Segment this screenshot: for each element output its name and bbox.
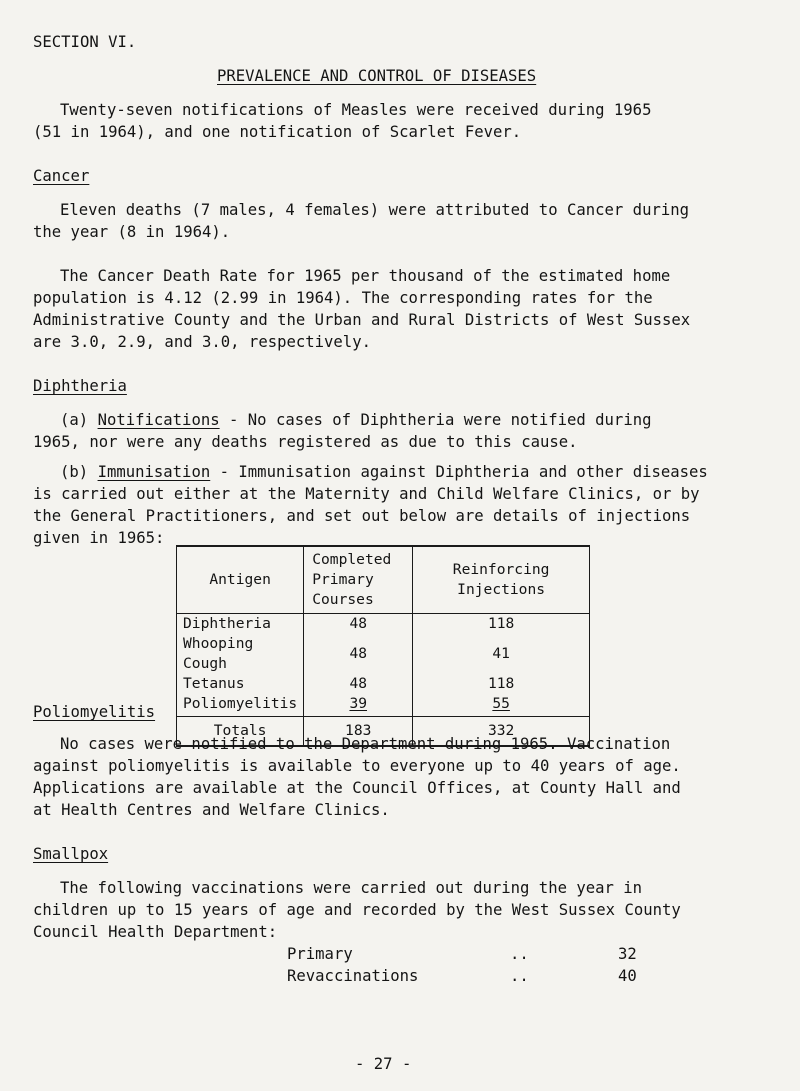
diphtheria-a-line-1 <box>60 409 651 431</box>
diphtheria-heading: Diphtheria <box>33 377 127 395</box>
smallpox-line-2: children up to 15 years of age and recorded by the West Sussex County <box>33 901 681 919</box>
table-row <box>177 634 590 674</box>
cancer-p2-line-2: population is 4.12 (2.99 in 1964). The corresponding rates for the <box>33 289 653 307</box>
poliomyelitis-line-3: Applications are available at the Council Offices, at County Hall and <box>33 779 681 797</box>
cell-completed <box>304 694 413 717</box>
cancer-p2-line-3: Administrative County and the Urban and Rural Districts of West Sussex <box>33 311 691 329</box>
cell-reinforcing: 118 <box>413 674 590 694</box>
cancer-heading: Cancer <box>33 167 90 185</box>
diphtheria-b-line-4: given in 1965: <box>33 529 165 547</box>
smallpox-heading: Smallpox <box>33 845 109 863</box>
diphtheria-a-line-2: 1965, nor were any deaths registered as due to this cause. <box>33 433 578 451</box>
smallpox-item-label: Revaccinations <box>287 967 419 985</box>
smallpox-item-dots: .. <box>510 945 529 963</box>
header-reinforcing <box>413 546 590 614</box>
cell-antigen: Poliomyelitis <box>177 694 304 717</box>
diphtheria-b-rest: - Immunisation against Diphtheria and other diseases <box>210 463 708 481</box>
poliomyelitis-line-4: at Health Centres and Welfare Clinics. <box>33 801 390 819</box>
cell-completed: 48 <box>304 634 413 674</box>
header-completed-line-1: Completed <box>312 551 392 568</box>
totals-reinforcing: 332 <box>413 717 590 747</box>
diphtheria-b-label: (b) <box>60 463 89 481</box>
header-reinforcing-line-1: Reinforcing <box>452 561 550 578</box>
intro-line-2: (51 in 1964), and one notification of Scarlet Fever. <box>33 123 522 141</box>
cell-antigen: Tetanus <box>177 674 304 694</box>
table-row <box>177 674 590 694</box>
page-number: - 27 - <box>355 1055 412 1073</box>
smallpox-item-value: 32 <box>618 945 637 963</box>
diphtheria-b-line-1 <box>60 461 708 483</box>
totals-completed: 183 <box>304 717 413 747</box>
cancer-p2-line-4: are 3.0, 2.9, and 3.0, respectively. <box>33 333 371 351</box>
diphtheria-b-line-2: is carried out either at the Maternity and Child Welfare Clinics, or by <box>33 485 700 503</box>
cancer-p1-line-2: the year (8 in 1964). <box>33 223 231 241</box>
cell-reinforcing: 118 <box>413 614 590 635</box>
poliomyelitis-line-1: No cases were notified to the Department during 1965. Vaccination <box>60 735 671 753</box>
cell-reinforcing: 41 <box>413 634 590 674</box>
cell-completed-value: 39 <box>349 695 368 712</box>
diphtheria-a-label: (a) <box>60 411 89 429</box>
smallpox-item-label: Primary <box>287 945 353 963</box>
diphtheria-a-term: Notifications <box>97 411 220 429</box>
cell-antigen: Whooping Cough <box>177 634 304 674</box>
cell-reinforcing-value: 55 <box>492 695 510 712</box>
smallpox-line-3: Council Health Department: <box>33 923 278 941</box>
smallpox-line-1: The following vaccinations were carried out during the year in <box>60 879 643 897</box>
totals-label: Totals <box>177 717 304 747</box>
header-antigen: Antigen <box>177 546 304 614</box>
header-reinforcing-line-2: Injections <box>457 581 546 598</box>
header-completed <box>304 546 413 614</box>
table-row <box>177 614 590 635</box>
immunisation-table <box>176 545 590 747</box>
cancer-p1-line-1: Eleven deaths (7 males, 4 females) were attributed to Cancer during <box>60 201 690 219</box>
cell-antigen: Diphtheria <box>177 614 304 635</box>
header-completed-line-3: Courses <box>312 591 374 608</box>
smallpox-item-dots: .. <box>510 967 529 985</box>
table-header-row <box>177 546 590 614</box>
diphtheria-a-rest: - No cases of Diphtheria were notified during <box>219 411 652 429</box>
diphtheria-b-term: Immunisation <box>97 463 211 481</box>
intro-line-1: Twenty-seven notifications of Measles were received during 1965 <box>60 101 652 119</box>
poliomyelitis-heading: Poliomyelitis <box>33 703 156 721</box>
cell-completed: 48 <box>304 674 413 694</box>
smallpox-item-value: 40 <box>618 967 637 985</box>
cancer-p2-line-1: The Cancer Death Rate for 1965 per thousand of the estimated home <box>60 267 671 285</box>
cell-reinforcing <box>413 694 590 717</box>
cell-completed: 48 <box>304 614 413 635</box>
page-title: PREVALENCE AND CONTROL OF DISEASES <box>217 67 537 85</box>
poliomyelitis-line-2: against poliomyelitis is available to everyone up to 40 years of age. <box>33 757 681 775</box>
diphtheria-b-line-3: the General Practitioners, and set out below are details of injections <box>33 507 691 525</box>
table-row <box>177 694 590 717</box>
section-label: SECTION VI. <box>33 33 137 51</box>
header-completed-line-2: Primary <box>312 571 374 588</box>
